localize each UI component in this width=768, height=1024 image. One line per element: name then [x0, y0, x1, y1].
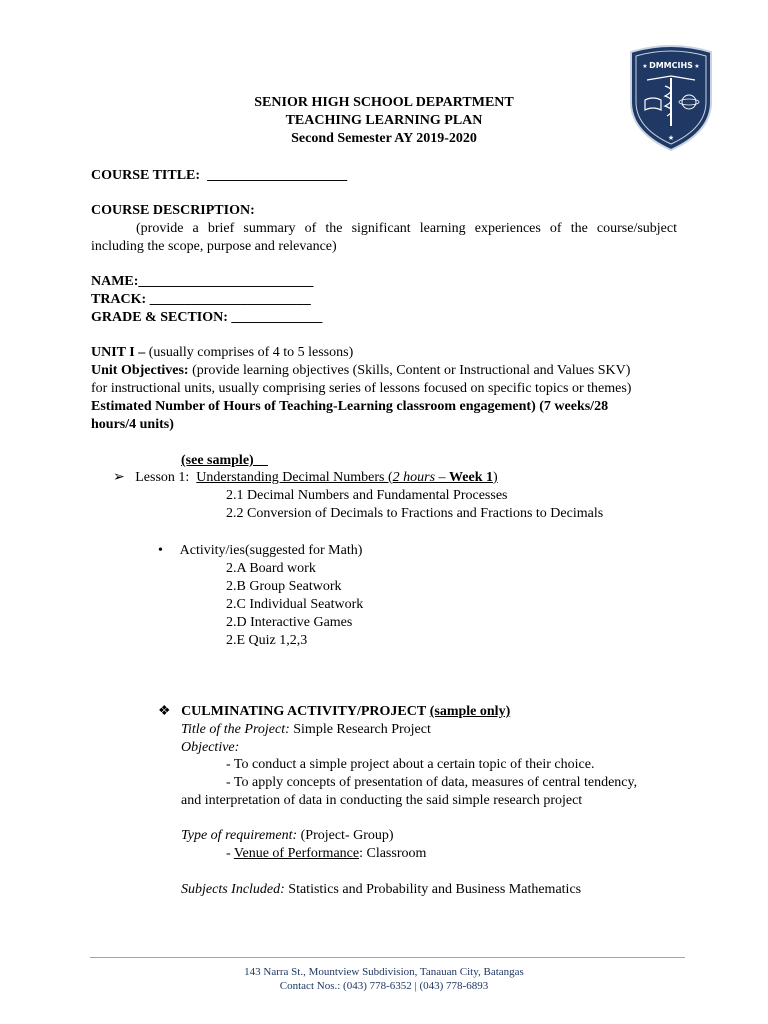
unit-label: UNIT I –	[91, 345, 146, 360]
diamond-bullet-icon: ❖	[158, 704, 171, 719]
lesson-topic-1: 2.1 Decimal Numbers and Fundamental Processes	[226, 488, 508, 503]
name-field: NAME:_________________________	[91, 274, 314, 289]
requirement-value: (Project- Group)	[300, 828, 394, 843]
project-title-value: Simple Research Project	[293, 722, 431, 737]
requirement-label: Type of requirement:	[181, 828, 298, 843]
lesson-line	[113, 469, 498, 487]
venue-value: : Classroom	[359, 846, 427, 861]
venue-label: Venue of Performance	[233, 846, 360, 861]
objective-item-1: - To conduct a simple project about a certain topic of their choice.	[226, 757, 595, 772]
activities-line	[158, 542, 362, 560]
svg-text:★: ★	[667, 134, 675, 142]
activities-label: Activity/ies(suggested for Math)	[179, 543, 363, 558]
project-title-label: Title of the Project:	[181, 722, 290, 737]
unit-line	[91, 344, 353, 362]
course-title-blank: ____________________	[207, 168, 348, 183]
course-description-label: COURSE DESCRIPTION:	[91, 203, 255, 218]
course-description-line-1: (provide a brief summary of the significant learning experiences of the course/subject	[136, 221, 677, 236]
lesson-prefix: Lesson 1:	[135, 470, 190, 485]
bullet-icon: •	[158, 543, 163, 558]
course-description-line-2: including the scope, purpose and relevance)	[91, 239, 337, 254]
objective-item-2: - To apply concepts of presentation of data, measures of central tendency,	[226, 775, 638, 790]
activity-item: 2.A Board work	[226, 561, 316, 576]
footer-contact: Contact Nos.: (043) 778-6352 | (043) 778-6893	[279, 980, 489, 992]
course-title-line	[91, 167, 347, 185]
activity-item: 2.D Interactive Games	[226, 615, 353, 630]
objective-item-2-cont: and interpretation of data in conducting the said simple research project	[181, 793, 583, 808]
activity-item: 2.E Quiz 1,2,3	[226, 633, 308, 648]
unit-note: (usually comprises of 4 to 5 lessons)	[148, 345, 354, 360]
requirement-line	[181, 827, 394, 845]
culminating-heading: CULMINATING ACTIVITY/PROJECT	[181, 704, 427, 719]
unit-objectives-label: Unit Objectives:	[91, 363, 189, 378]
track-field: TRACK: _______________________	[91, 292, 311, 307]
footer-address: 143 Narra St., Mountview Subdivision, Tanauan City, Batangas	[244, 966, 524, 978]
subjects-line	[181, 881, 581, 899]
unit-objectives-line-1	[91, 362, 630, 380]
lesson-title: Understanding Decimal Numbers (2 hours – Week 1)	[196, 470, 498, 485]
activity-item: 2.C Individual Seatwork	[226, 597, 364, 612]
semester-heading: Second Semester AY 2019-2020	[291, 131, 477, 146]
arrow-bullet-icon: ➢	[113, 470, 125, 485]
svg-text:★: ★	[694, 64, 700, 70]
svg-text:★: ★	[642, 64, 648, 70]
unit-objectives-text: (provide learning objectives (Skills, Content or Instructional and Values SKV)	[192, 363, 631, 378]
culminating-heading-line	[158, 703, 510, 721]
subjects-label: Subjects Included:	[181, 882, 285, 897]
activity-item: 2.B Group Seatwork	[226, 579, 342, 594]
estimated-hours-line-2: hours/4 units)	[91, 417, 174, 432]
unit-objectives-line-2: for instructional units, usually comprising series of lessons focused on specific topics or themes)	[91, 381, 632, 396]
estimated-hours-line-1: Estimated Number of Hours of Teaching-Learning classroom engagement) (7 weeks/28	[91, 399, 609, 414]
venue-line: - Venue of Performance: Classroom	[226, 846, 427, 861]
lesson-topic-2: 2.2 Conversion of Decimals to Fractions and Fractions to Decimals	[226, 506, 604, 521]
grade-section-field: GRADE & SECTION: _____________	[91, 310, 323, 325]
plan-heading: TEACHING LEARNING PLAN	[285, 113, 483, 128]
department-heading: SENIOR HIGH SCHOOL DEPARTMENT	[254, 95, 514, 110]
culminating-note: (sample only)	[429, 704, 511, 719]
footer-divider	[90, 957, 685, 958]
objective-label: Objective:	[181, 740, 240, 755]
subjects-value: Statistics and Probability and Business Mathematics	[288, 882, 582, 897]
project-title-line	[181, 721, 431, 739]
seal-text: DMMCIHS	[649, 61, 693, 70]
see-sample-label: (see sample)__	[181, 453, 268, 468]
course-title-label: COURSE TITLE:	[91, 168, 201, 183]
